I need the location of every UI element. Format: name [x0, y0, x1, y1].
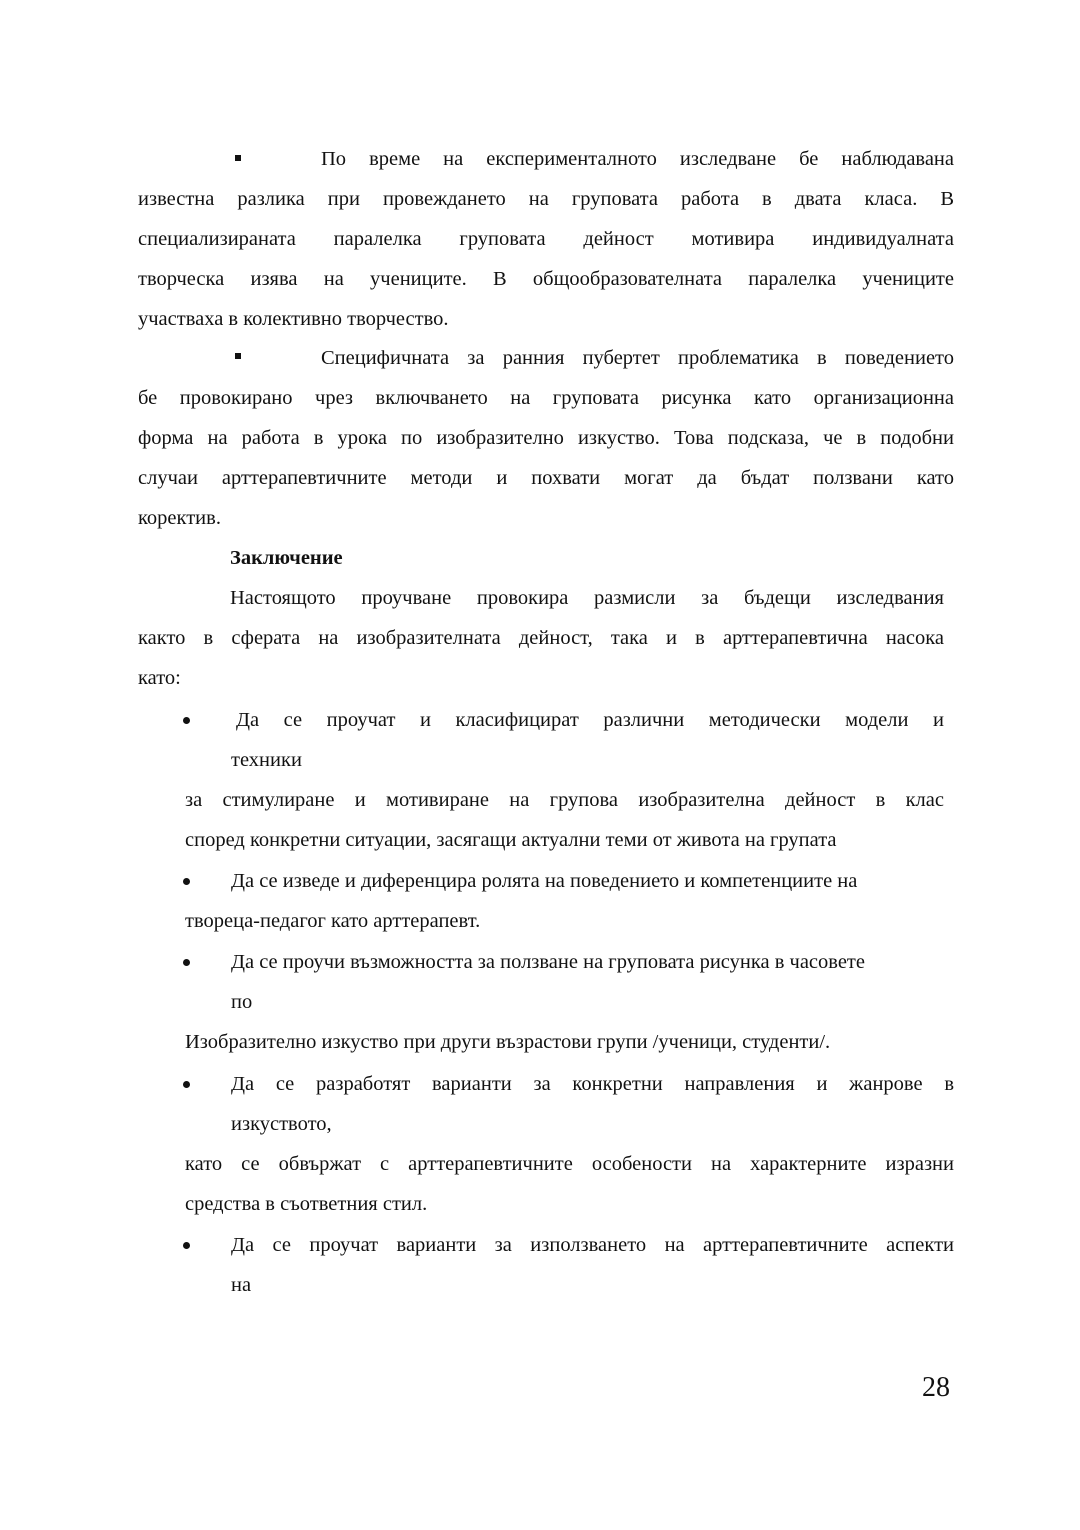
- paragraph-line: специализираната паралелка груповата дейност мотивира индивидуалната: [138, 229, 954, 250]
- square-bullet-icon: [235, 353, 241, 359]
- round-bullet-icon: [183, 1081, 190, 1088]
- paragraph-line: творческа изява на учениците. В общообразователната паралелка учениците: [138, 269, 954, 290]
- conclusion-intro-line: както в сферата на изобразителната дейност, така и в арттерапевтична насока: [138, 628, 944, 649]
- bullet-line: Да се проучат и класифицират различни методически модели и: [236, 710, 944, 731]
- round-bullet-icon: [183, 1242, 190, 1249]
- paragraph-line: случаи арттерапевтичните методи и похвати могат да бъдат ползвани като: [138, 468, 954, 489]
- conclusion-intro-line: като:: [138, 667, 181, 689]
- bullet-line: на: [231, 1274, 252, 1296]
- paragraph-line: участваха в колективно творчество.: [138, 308, 449, 330]
- page-number: 28: [922, 1372, 950, 1403]
- bullet-continuation-line: Изобразително изкуство при други възрастови групи /ученици, студенти/.: [185, 1031, 831, 1053]
- conclusion-intro-line: Настоящото проучване провокира размисли за бъдещи изследвания: [230, 588, 944, 609]
- conclusion-heading: Заключение: [230, 547, 343, 569]
- square-bullet-icon: [235, 155, 241, 161]
- bullet-continuation-line: като се обвържат с арттерапевтичните особености на характерните изразни: [185, 1154, 954, 1175]
- paragraph-line: известна разлика при провеждането на груповата работа в двата класа. В: [138, 189, 954, 210]
- bullet-line: Да се проучи възможността за ползване на груповата рисунка в часовете: [231, 951, 865, 973]
- paragraph-line: бе провокирано чрез включването на груповата рисунка като организационна: [138, 388, 954, 409]
- round-bullet-icon: [183, 878, 190, 885]
- bullet-line: Да се изведе и диференцира ролята на поведението и компетенциите на: [231, 870, 858, 892]
- paragraph-line: коректив.: [138, 507, 221, 529]
- bullet-line: Да се проучат варианти за използването на арттерапевтичните аспекти: [231, 1235, 954, 1256]
- paragraph-line: По време на експерименталното изследване бе наблюдавана: [321, 149, 954, 170]
- paragraph-line: Специфичната за ранния пубертет проблематика в поведението: [321, 348, 954, 369]
- bullet-continuation-line: за стимулиране и мотивиране на групова изобразителна дейност в клас: [185, 790, 944, 811]
- bullet-line: техники: [231, 749, 302, 771]
- bullet-line: изкуството,: [231, 1113, 332, 1135]
- paragraph-line: форма на работа в урока по изобразително изкуство. Това подсказа, че в подобни: [138, 428, 954, 449]
- bullet-continuation-line: според конкретни ситуации, засягащи актуални теми от живота на групата: [185, 829, 837, 851]
- bullet-line: Да се разработят варианти за конкретни направления и жанрове в: [231, 1074, 954, 1095]
- round-bullet-icon: [183, 959, 190, 966]
- round-bullet-icon: [183, 717, 190, 724]
- bullet-continuation-line: средства в съответния стил.: [185, 1193, 428, 1215]
- bullet-line: по: [231, 991, 253, 1013]
- bullet-continuation-line: твореца-педагог като арттерапевт.: [185, 910, 481, 932]
